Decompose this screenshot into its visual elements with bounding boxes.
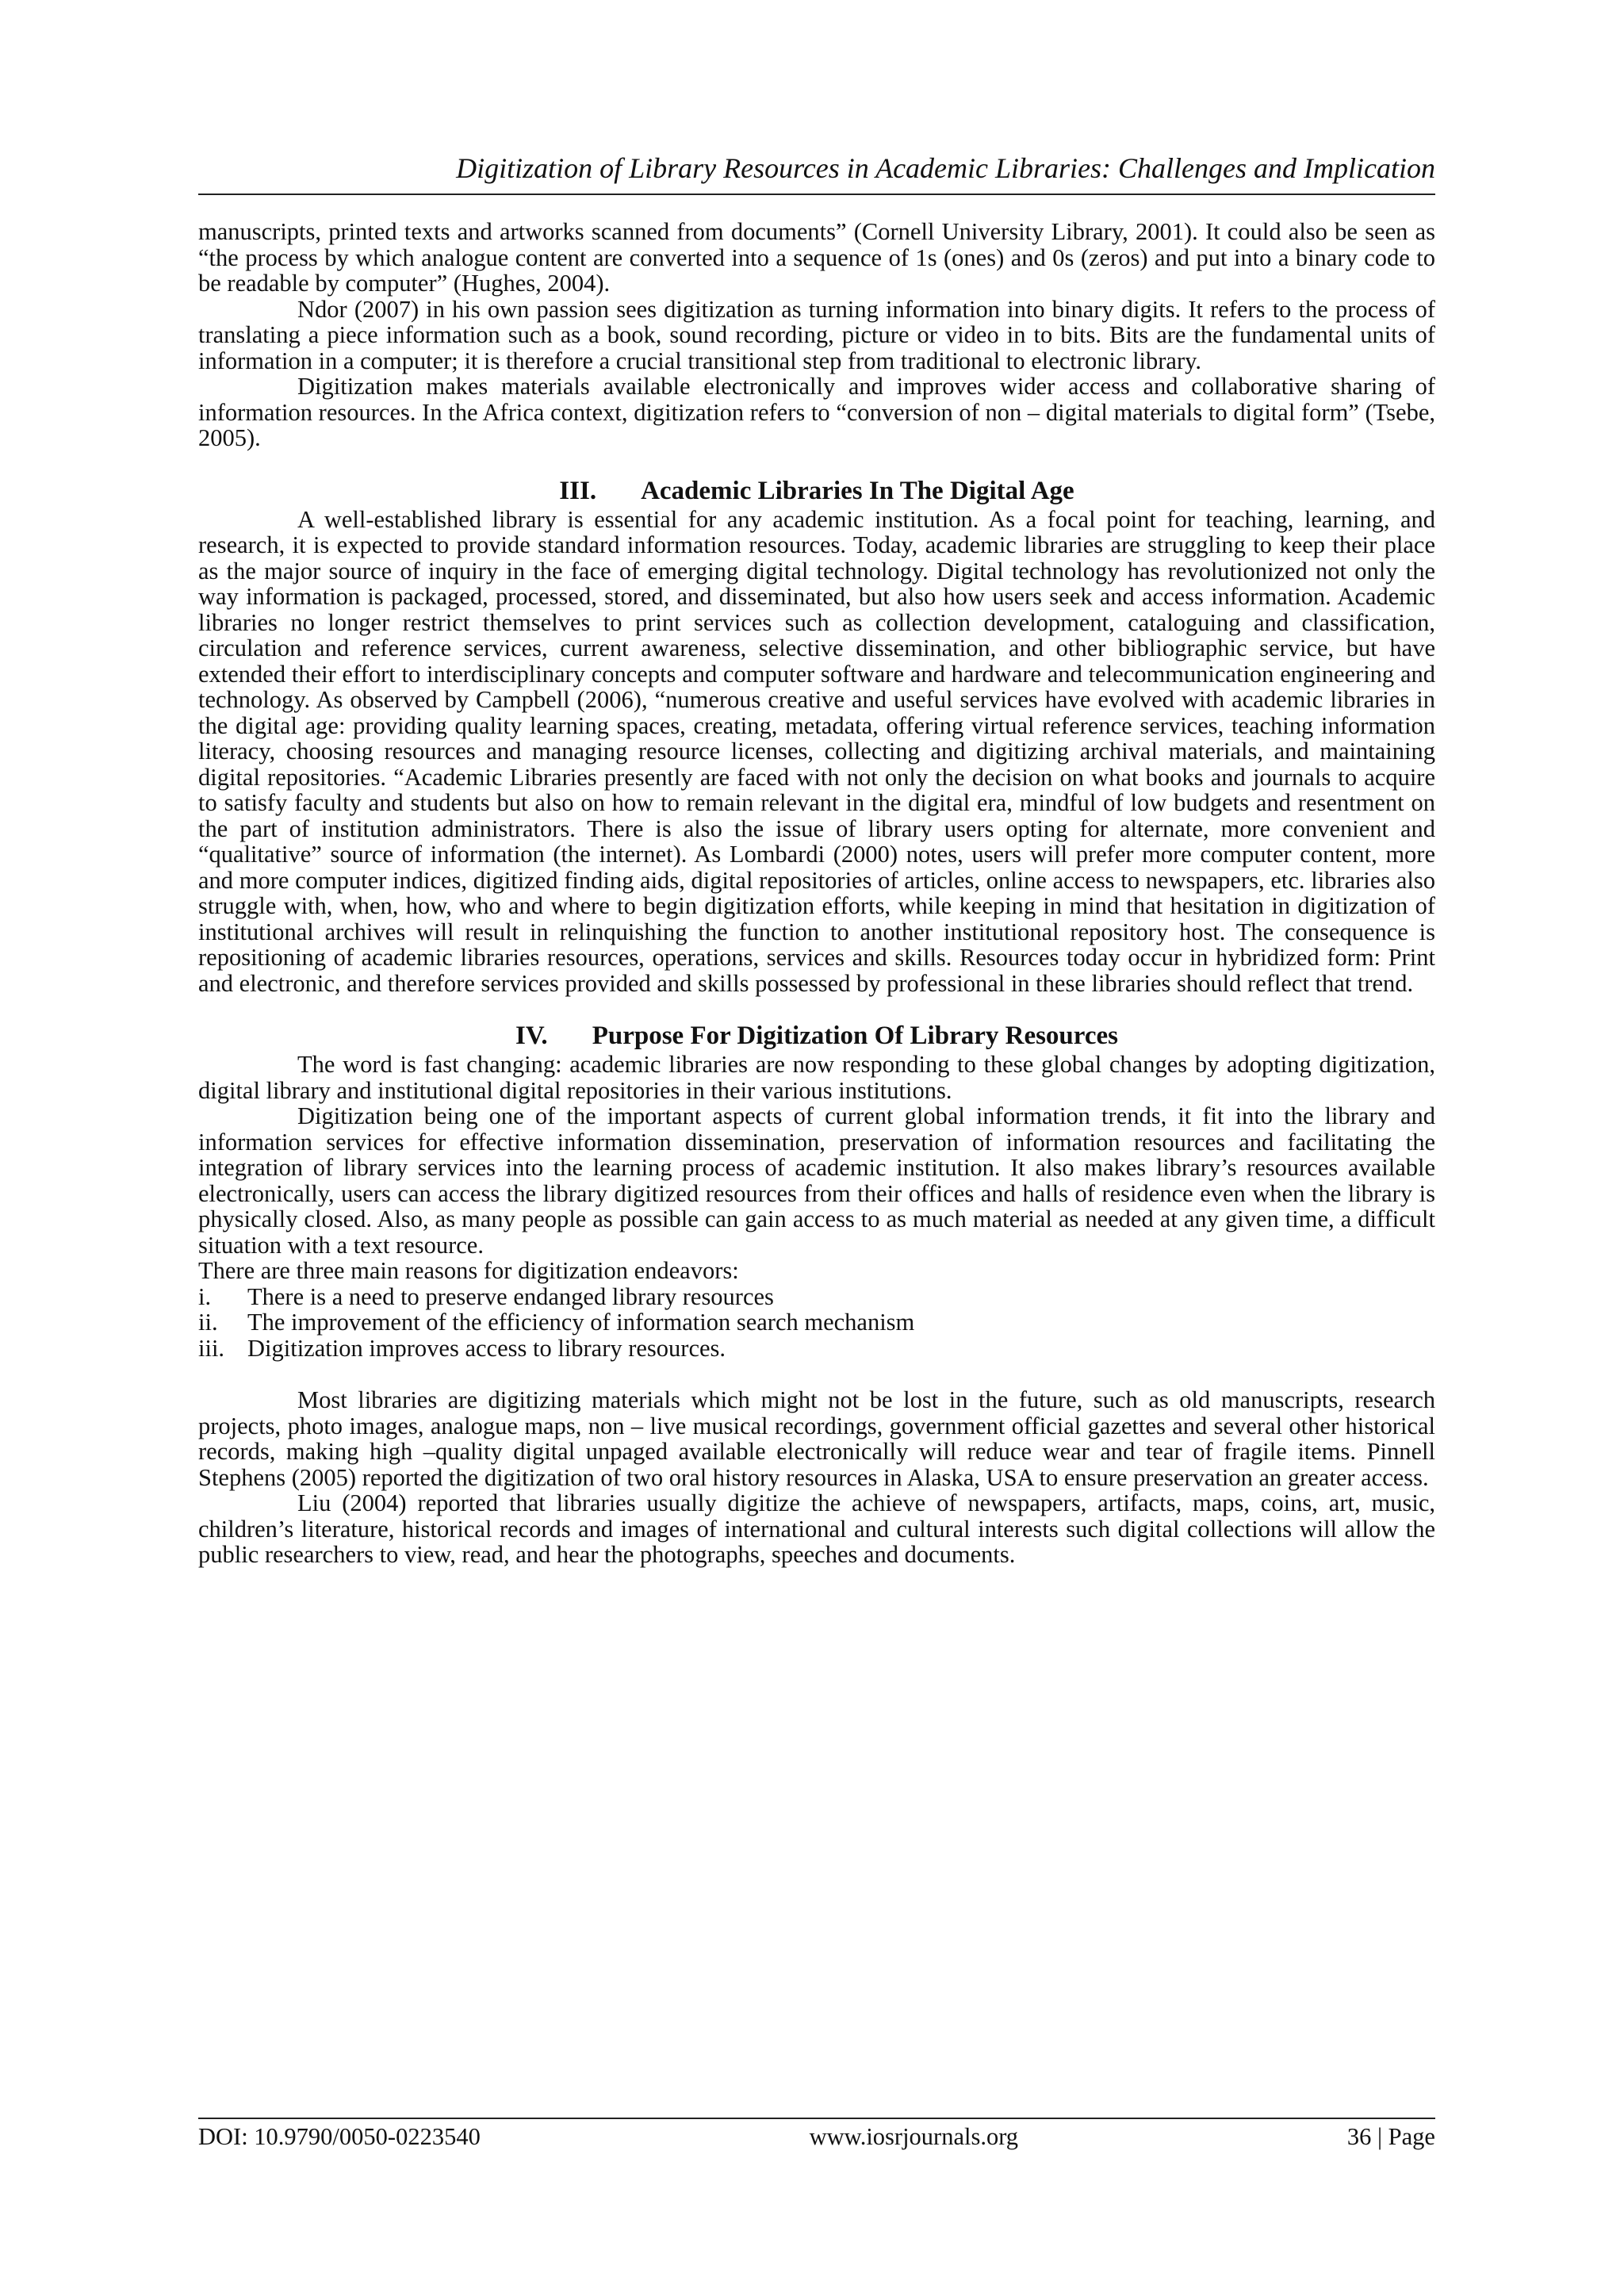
section-heading-3 bbox=[198, 477, 1435, 505]
section-title: Purpose For Digitization Of Library Resources bbox=[592, 1022, 1118, 1050]
reasons-list bbox=[198, 1284, 1435, 1362]
paragraph: Liu (2004) reported that libraries usually digitize the achieve of newspapers, artifacts, maps, coins, art, music, children’s literature, historical records and images of international and cultural interests such digital collections will allow the public researchers to view, read, and hear the photographs, speeches and documents. bbox=[198, 1489, 1435, 1568]
list-item-text: The improvement of the efficiency of information search mechanism bbox=[247, 1309, 915, 1336]
section-heading-4 bbox=[198, 1022, 1435, 1050]
list-item-text: Digitization improves access to library resources. bbox=[247, 1334, 726, 1362]
list-marker: ii. bbox=[198, 1309, 218, 1336]
paragraph: Most libraries are digitizing materials which might not be lost in the future, such as old manuscripts, research projects, photo images, analogue maps, non – live musical recordings, government official gazettes and several other historical records, making high –quality digital unpaged available electronically will reduce wear and tear of fragile items. Pinnell Stephens (2005) reported the digitization of two oral history resources in Alaska, USA to ensure preservation an greater access. bbox=[198, 1386, 1435, 1491]
section-number: III. bbox=[559, 476, 597, 505]
list-marker: iii. bbox=[198, 1334, 225, 1362]
header-rule bbox=[198, 194, 1435, 195]
running-header: Digitization of Library Resources in Academic Libraries: Challenges and Implication bbox=[456, 152, 1435, 184]
article-body bbox=[198, 219, 1435, 1568]
journal-website: www.iosrjournals.org bbox=[809, 2123, 1019, 2150]
list-item bbox=[198, 1284, 1435, 1310]
paragraph: Digitization makes materials available electronically and improves wider access and collaborative sharing of information resources. In the Africa context, digitization refers to “conversion of non – digital materials to digital form” (Tsebe, 2005). bbox=[198, 373, 1435, 451]
section-number: IV. bbox=[515, 1022, 548, 1050]
list-item-text: There is a need to preserve endanged library resources bbox=[247, 1282, 774, 1310]
list-intro: There are three main reasons for digitization endeavors: bbox=[198, 1257, 739, 1284]
section-title: Academic Libraries In The Digital Age bbox=[641, 476, 1074, 505]
list-item bbox=[198, 1336, 1435, 1362]
page-number: 36 | Page bbox=[1346, 2123, 1435, 2150]
list-item bbox=[198, 1309, 1435, 1336]
paragraph: Ndor (2007) in his own passion sees digitization as turning information into binary digits. It refers to the process of translating a piece information such as a book, sound recording, picture or video in to bits. Bits are the fundamental units of information in a computer; it is therefore a crucial transitional step from traditional to electronic library. bbox=[198, 295, 1435, 374]
list-marker: i. bbox=[198, 1282, 212, 1310]
paragraph: Digitization being one of the important aspects of current global information trends, it fit into the library and information services for effective information dissemination, preservation of information resources and facilitating the integration of library services into the learning process of academic institution. It also makes library’s resources available electronically, users can access the library digitized resources from their offices and halls of residence even when the library is physically closed. Also, as many people as possible can gain access to as much material as needed at any given time, a difficult situation with a text resource. bbox=[198, 1102, 1435, 1259]
paragraph: A well-established library is essential for any academic institution. As a focal point for teaching, learning, and research, it is expected to provide standard information resources. Today, academic libraries are struggling to keep their place as the major source of inquiry in the face of emerging digital technology. Digital technology has revolutionized not only the way information is packaged, processed, stored, and disseminated, but also how users seek and access information. Academic libraries no longer restrict themselves to print services such as collection development, cataloguing and classification, circulation and reference services, current awareness, selective dissemination, and other bibliographic service, but have extended their effort to interdisciplinary concepts and computer software and hardware and telecommunication engineering and technology. As observed by Campbell (2006), “numerous creative and useful services have evolved with academic libraries in the digital age: providing quality learning spaces, creating, metadata, offering virtual reference services, teaching information literacy, choosing resources and managing resource licenses, collecting and digitizing archival materials, and maintaining digital repositories. “Academic Libraries presently are faced with not only the decision on what books and journals to acquire to satisfy faculty and students but also on how to remain relevant in the digital era, mindful of low budgets and resentment on the part of institution administrators. There is also the issue of library users opting for alternate, more convenient and “qualitative” source of information (the internet). As Lombardi (2000) notes, users will prefer more computer content, more and more computer indices, digitized finding aids, digital repositories of articles, online access to newspapers, etc. libraries also struggle with, when, how, who and where to begin digitization efforts, while keeping in mind that hesitation in digitization of institutional archives will result in relinquishing the function to another institutional repository host. The consequence is repositioning of academic libraries resources, operations, services and skills. Resources today occur in hybridized form: Print and electronic, and therefore services provided and skills possessed by professional in these libraries should reflect that trend. bbox=[198, 505, 1435, 997]
page-footer bbox=[198, 2122, 1435, 2151]
paragraph: The word is fast changing: academic libraries are now responding to these global changes by adopting digitization, digital library and institutional digital repositories in their various institutions. bbox=[198, 1051, 1435, 1104]
doi-text: DOI: 10.9790/0050-0223540 bbox=[198, 2123, 481, 2150]
spacer bbox=[198, 1361, 1435, 1387]
paragraph: manuscripts, printed texts and artworks scanned from documents” (Cornell University Library, 2001). It could also be seen as “the process by which analogue content are converted into a sequence of 1s (ones) and 0s (zeros) and put into a binary code to be readable by computer” (Hughes, 2004). bbox=[198, 218, 1435, 297]
footer-rule bbox=[198, 2118, 1435, 2119]
